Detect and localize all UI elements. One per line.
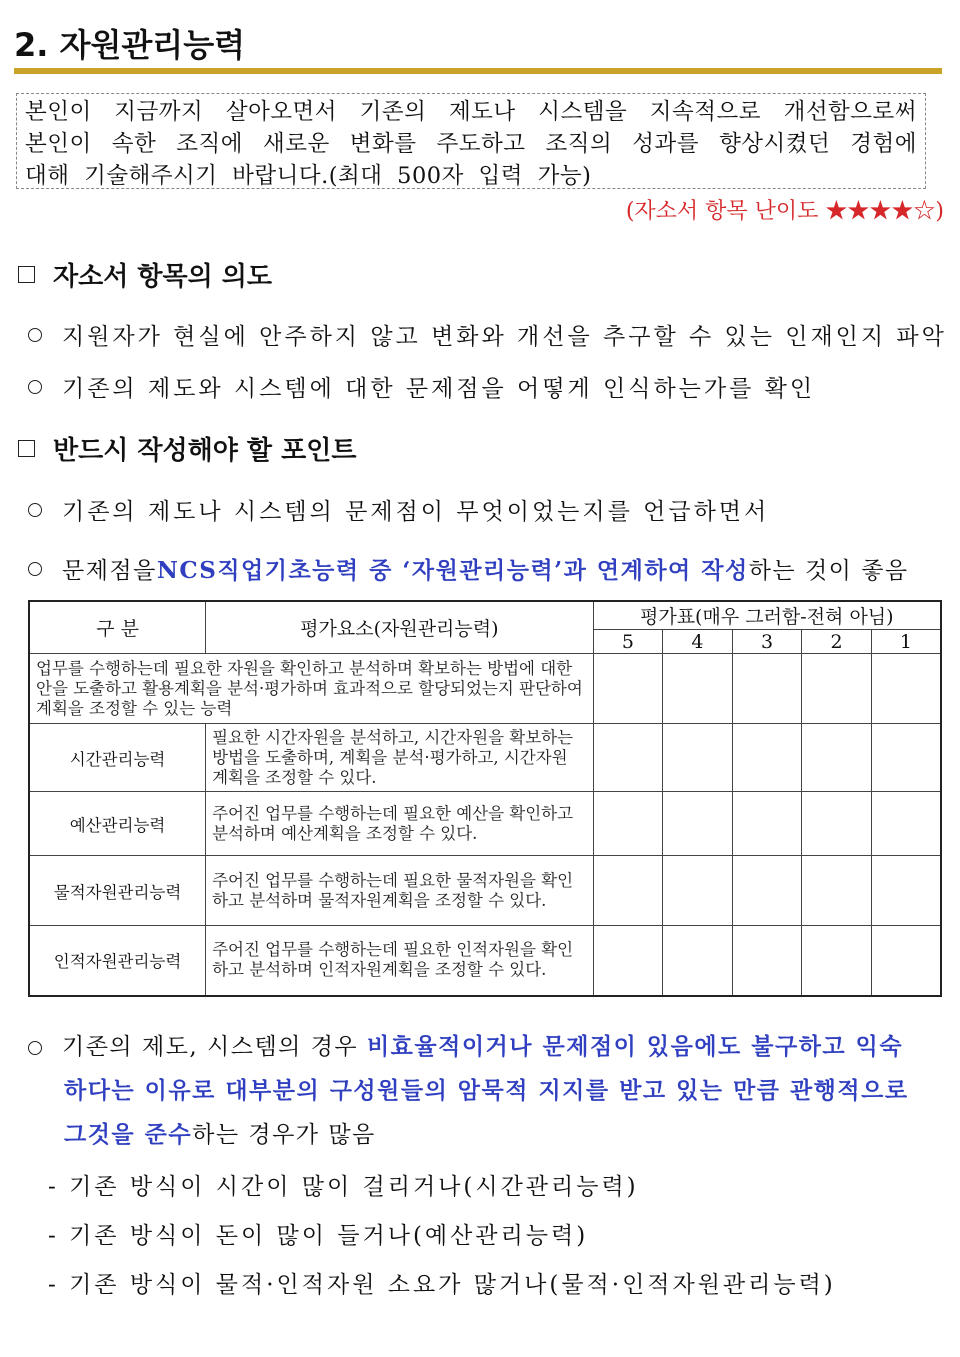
question-line: 본인이 속한 조직에 새로운 변화를 주도하고 조직의 성과를 향상시켰던 경험에 <box>25 131 917 157</box>
difficulty-rating: (자소서 항목 난이도 ★★★★☆) <box>625 199 944 224</box>
table-header-category: 구 분 <box>29 601 206 654</box>
table-row <box>29 926 941 996</box>
title-underline <box>14 68 942 74</box>
section-points <box>18 430 356 467</box>
table-header-element: 평가요소(자원관리능력) <box>206 601 593 654</box>
page-title: 2. 자원관리능력 <box>14 26 246 64</box>
question-line: 대해 기술해주시기 바랍니다.(최대 500자 입력 가능) <box>25 163 592 189</box>
score-cell <box>663 654 733 724</box>
table-summary: 업무를 수행하는데 필요한 자원을 확인하고 분석하며 확보하는 방법에 대한 안을 도출하고 활용계획을 분석·평가하며 효과적으로 할당되었는지 판단하여 계획을 조정할 수 있는 능력 <box>29 654 593 724</box>
row-label: 예산관리능력 <box>29 792 206 856</box>
list-item: 기존의 제도, 시스템의 경우 비효율적이거나 문제점이 있음에도 불구하고 익숙 하다는 이유로 대부분의 구성원들의 암묵적 지지를 받고 있는 만큼 관행적으로 그것을 준수하는 경우가 많음 <box>28 1025 946 1157</box>
square-bullet-icon <box>18 266 35 283</box>
circle-bullet-icon <box>28 562 42 576</box>
section-title: 자소서 항목의 의도 <box>53 262 273 292</box>
dash-item: - 기존 방식이 물적·인적자원 소요가 많거나(물적·인적자원관리능력) <box>48 1272 836 1298</box>
circle-bullet-icon <box>28 1041 42 1055</box>
score-cell <box>871 724 941 792</box>
score-cell <box>871 792 941 856</box>
highlight-text: NCS직업기초능력 중 ‘자원관리능력’과 연계하여 작성 <box>156 557 749 584</box>
row-label: 물적자원관리능력 <box>29 856 206 926</box>
section-title: 반드시 작성해야 할 포인트 <box>53 436 357 466</box>
list-item: 지원자가 현실에 안주하지 않고 변화와 개선을 추구할 수 있는 인재인지 파악 <box>28 318 947 351</box>
score-cell <box>663 856 733 926</box>
row-desc: 필요한 시간자원을 분석하고, 시간자원을 확보하는 방법을 도출하며, 계획을 분석·평가하고, 시간자원 계획을 조정할 수 있다. <box>206 724 593 792</box>
score-2: 2 <box>802 630 872 654</box>
score-cell <box>802 724 872 792</box>
score-3: 3 <box>732 630 802 654</box>
score-cell <box>663 792 733 856</box>
dash-item: - 기존 방식이 돈이 많이 들거나(예산관리능력) <box>48 1223 589 1249</box>
question-line: 본인이 지금까지 살아오면서 기존의 제도나 시스템을 지속적으로 개선함으로써 <box>25 99 917 125</box>
score-cell <box>593 724 663 792</box>
evaluation-table <box>28 600 942 997</box>
score-cell <box>663 724 733 792</box>
list-item: 문제점을 NCS직업기초능력 중 ‘자원관리능력’과 연계하여 작성 하는 것이 좋음 <box>28 552 909 585</box>
list-item: 기존의 제도나 시스템의 문제점이 무엇이었는지를 언급하면서 <box>28 493 769 526</box>
score-cell <box>802 926 872 996</box>
score-cell <box>871 654 941 724</box>
score-cell <box>593 856 663 926</box>
score-cell <box>732 792 802 856</box>
list-item: 기존의 제도와 시스템에 대한 문제점을 어떻게 인식하는가를 확인 <box>28 370 815 403</box>
score-cell <box>663 926 733 996</box>
row-label: 시간관리능력 <box>29 724 206 792</box>
score-cell <box>802 654 872 724</box>
section-intent <box>18 256 272 293</box>
score-cell <box>732 654 802 724</box>
circle-bullet-icon <box>28 380 42 394</box>
score-cell <box>593 792 663 856</box>
score-cell <box>802 792 872 856</box>
question-box <box>16 93 926 189</box>
table-row <box>29 724 941 792</box>
score-cell <box>802 856 872 926</box>
row-desc: 주어진 업무를 수행하는데 필요한 예산을 확인하고 분석하며 예산계획을 조정할 수 있다. <box>206 792 593 856</box>
row-desc: 주어진 업무를 수행하는데 필요한 물적자원을 확인하고 분석하며 물적자원계획을 조정할 수 있다. <box>206 856 593 926</box>
score-cell <box>732 724 802 792</box>
table-row <box>29 792 941 856</box>
score-cell <box>593 654 663 724</box>
table-row <box>29 654 941 724</box>
row-label: 인적자원관리능력 <box>29 926 206 996</box>
circle-bullet-icon <box>28 503 42 517</box>
table-header-score: 평가표(매우 그러함-전혀 아님) <box>593 601 941 630</box>
row-desc: 주어진 업무를 수행하는데 필요한 인적자원을 확인하고 분석하며 인적자원계획을 조정할 수 있다. <box>206 926 593 996</box>
score-cell <box>732 856 802 926</box>
highlight-text: 그것을 준수 <box>64 1121 193 1148</box>
score-cell <box>871 926 941 996</box>
square-bullet-icon <box>18 440 35 457</box>
score-cell <box>732 926 802 996</box>
dash-item: - 기존 방식이 시간이 많이 걸리거나(시간관리능력) <box>48 1174 639 1200</box>
score-1: 1 <box>871 630 941 654</box>
highlight-text: 비효율적이거나 문제점이 있음에도 불구하고 익숙 <box>366 1033 904 1060</box>
table-row <box>29 856 941 926</box>
score-4: 4 <box>663 630 733 654</box>
score-5: 5 <box>593 630 663 654</box>
score-cell <box>871 856 941 926</box>
circle-bullet-icon <box>28 328 42 342</box>
highlight-text: 하다는 이유로 대부분의 구성원들의 암묵적 지지를 받고 있는 만큼 관행적으로 <box>64 1077 909 1104</box>
score-cell <box>593 926 663 996</box>
